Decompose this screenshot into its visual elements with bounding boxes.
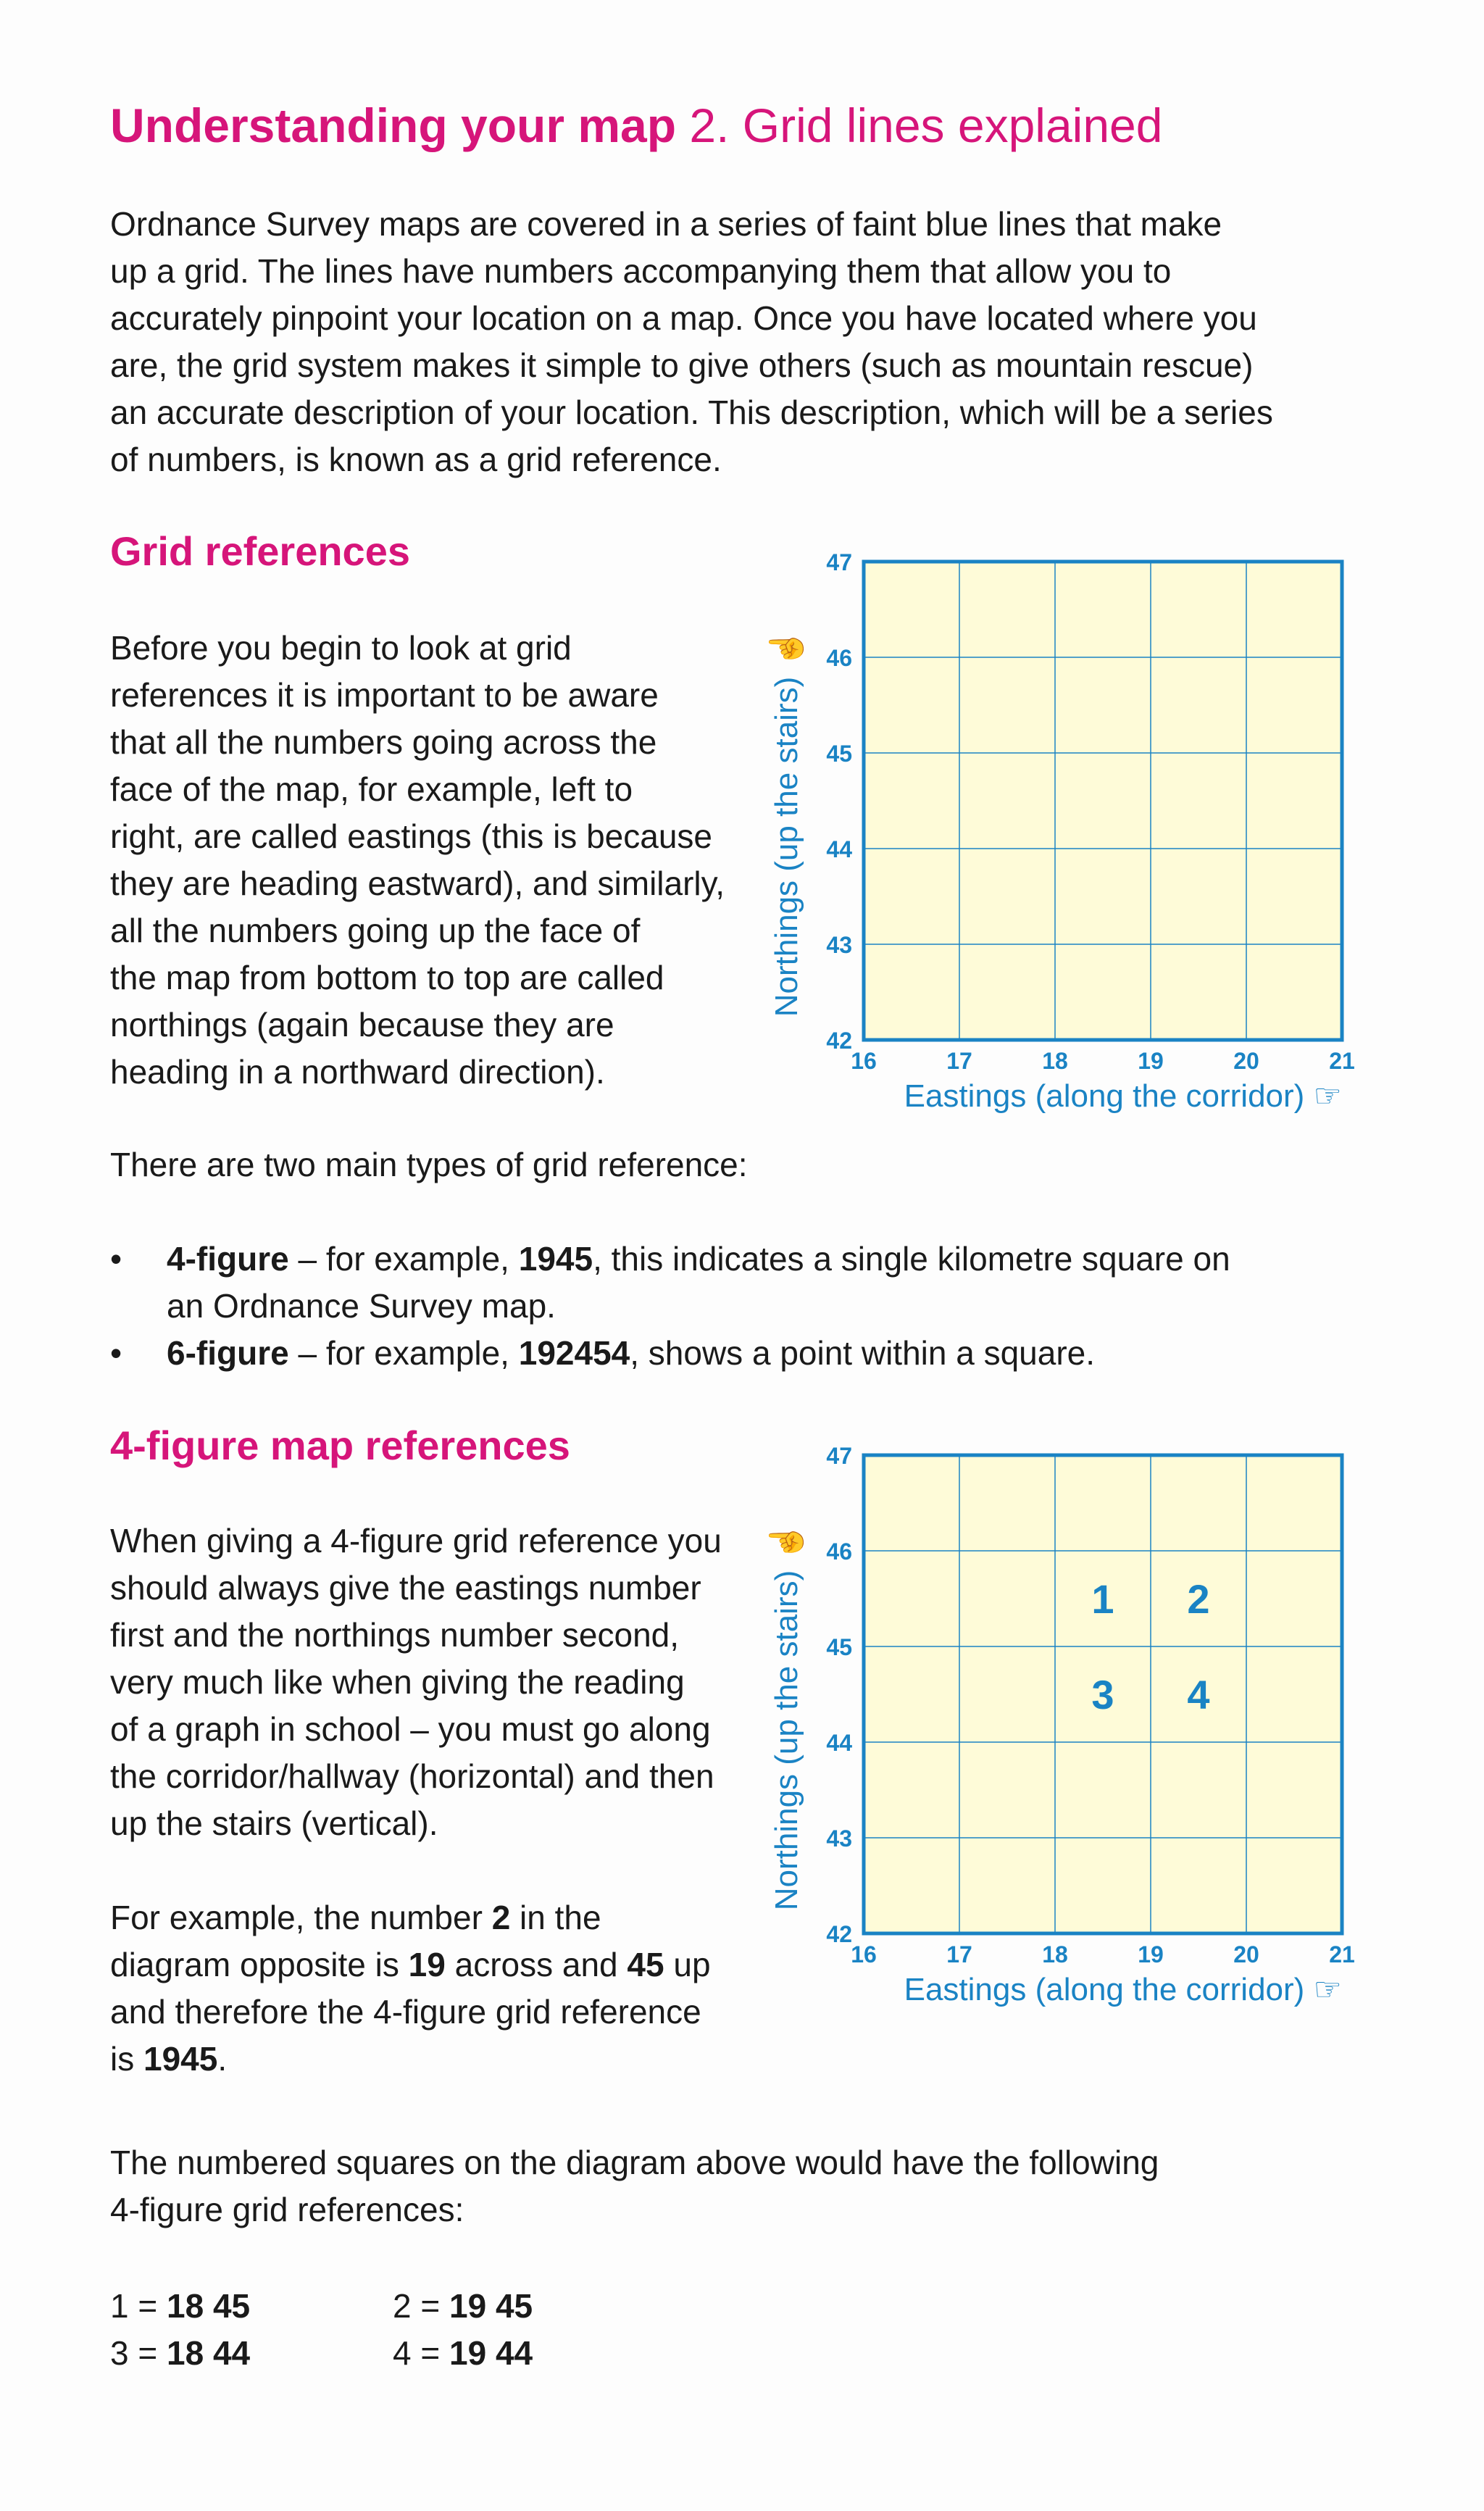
northing-tick-label: 44 xyxy=(826,836,852,862)
grid-reference-answers xyxy=(110,2283,675,2377)
northing-tick-label: 42 xyxy=(826,1028,852,1054)
example-text: For example, the number xyxy=(110,1899,492,1936)
example-line xyxy=(110,1894,711,1941)
easting-tick-label: 18 xyxy=(1042,1048,1068,1074)
easting-tick-label: 20 xyxy=(1233,1048,1259,1074)
grid-diagram-2 xyxy=(768,1433,1377,2006)
northing-tick-label: 47 xyxy=(826,549,852,575)
easting-tick-label: 21 xyxy=(1329,1941,1355,1967)
page-title-bold: Understanding your map xyxy=(110,99,677,152)
northing-tick-label: 42 xyxy=(826,1921,852,1947)
body-line: of a graph in school – you must go along xyxy=(110,1710,711,1748)
body-line: up the stairs (vertical). xyxy=(110,1804,438,1842)
intro-line: of numbers, is known as a grid reference. xyxy=(110,441,722,478)
bullet-text: – for example, xyxy=(288,1334,519,1372)
northings-axis-label: Northings (up the stairs) ☝ xyxy=(769,628,804,1017)
answer-item xyxy=(110,2283,393,2330)
grid-references-heading: Grid references xyxy=(110,528,410,574)
intro-paragraph xyxy=(110,201,1273,483)
example-number: 1945 xyxy=(143,2040,218,2078)
northing-tick-label: 46 xyxy=(826,645,852,671)
grid-types-list xyxy=(110,1236,1385,1377)
body-line: When giving a 4-figure grid reference you xyxy=(110,1522,722,1560)
example-text: across and xyxy=(445,1946,628,1983)
eastings-axis-label: Eastings (along the corridor) ☞ xyxy=(904,1078,1342,1114)
answer-item xyxy=(393,2283,675,2330)
bullet-term: 6-figure xyxy=(167,1334,289,1372)
four-figure-example xyxy=(110,1894,711,2083)
answer-label: 3 = xyxy=(110,2334,167,2372)
easting-tick-label: 19 xyxy=(1138,1048,1164,1074)
northing-tick-label: 43 xyxy=(826,932,852,958)
bullet-line xyxy=(167,1236,1385,1283)
body-line: first and the northings number second, xyxy=(110,1616,680,1654)
northing-tick-label: 47 xyxy=(826,1443,852,1469)
intro-line: Ordnance Survey maps are covered in a series of faint blue lines that make xyxy=(110,205,1222,243)
square-number-label: 1 xyxy=(1091,1576,1114,1622)
easting-tick-label: 20 xyxy=(1233,1941,1259,1967)
bullet-line-2: an Ordnance Survey map. xyxy=(167,1287,556,1325)
northing-tick-label: 46 xyxy=(826,1538,852,1565)
body-line: right, are called eastings (this is because xyxy=(110,817,712,855)
body-line: heading in a northward direction). xyxy=(110,1053,605,1091)
example-number: 45 xyxy=(627,1946,664,1983)
square-number-label: 2 xyxy=(1187,1576,1210,1622)
example-text: up xyxy=(664,1946,711,1983)
bullet-example: 192454 xyxy=(518,1334,630,1372)
answer-value: 18 44 xyxy=(167,2334,251,2372)
example-text: diagram opposite is xyxy=(110,1946,409,1983)
grid-diagram-1 xyxy=(768,540,1377,1112)
intro-line: up a grid. The lines have numbers accompanying them that allow you to xyxy=(110,252,1172,290)
answer-label: 4 = xyxy=(393,2334,450,2372)
body-line: all the numbers going up the face of xyxy=(110,912,641,949)
bullet-term: 4-figure xyxy=(167,1240,289,1278)
answers-row xyxy=(110,2330,675,2377)
example-text: is xyxy=(110,2040,143,2078)
easting-tick-label: 16 xyxy=(851,1941,877,1967)
list-item xyxy=(110,1236,1385,1330)
body-line: face of the map, for example, left to xyxy=(110,770,633,808)
answer-item xyxy=(110,2330,393,2377)
answer-value: 19 44 xyxy=(449,2334,533,2372)
grid-references-body xyxy=(110,625,725,1096)
answer-label: 2 = xyxy=(393,2287,450,2325)
intro-line: accurately pinpoint your location on a map. Once you have located where you xyxy=(110,299,1257,337)
grid-types-intro: There are two main types of grid reference: xyxy=(110,1146,748,1183)
intro-line: The numbered squares on the diagram above would have the following xyxy=(110,2144,1159,2181)
body-line: the map from bottom to top are called xyxy=(110,959,664,996)
bullet-dot: • xyxy=(110,1334,122,1372)
bullet-text: , shows a point within a square. xyxy=(630,1334,1096,1372)
northing-tick-label: 43 xyxy=(826,1825,852,1852)
intro-line: an accurate description of your location. This description, which will be a series xyxy=(110,393,1273,431)
four-figure-body xyxy=(110,1517,722,1847)
intro-line: 4-figure grid references: xyxy=(110,2191,464,2228)
easting-tick-label: 17 xyxy=(946,1941,972,1967)
easting-tick-label: 21 xyxy=(1329,1048,1355,1074)
answers-row xyxy=(110,2283,675,2330)
bullet-text: – for example, xyxy=(288,1240,519,1278)
page-title-subtitle: 2. Grid lines explained xyxy=(689,99,1163,152)
answer-label: 1 = xyxy=(110,2287,167,2325)
intro-line: are, the grid system makes it simple to give others (such as mountain rescue) xyxy=(110,346,1254,384)
answer-value: 19 45 xyxy=(449,2287,533,2325)
body-line: references it is important to be aware xyxy=(110,676,659,714)
example-line xyxy=(110,2036,711,2083)
easting-tick-label: 18 xyxy=(1042,1941,1068,1967)
answer-item xyxy=(393,2330,675,2377)
easting-tick-label: 16 xyxy=(851,1048,877,1074)
body-line: Before you begin to look at grid xyxy=(110,629,572,667)
list-item xyxy=(110,1330,1385,1377)
body-line: should always give the eastings number xyxy=(110,1569,701,1607)
example-number: 2 xyxy=(491,1899,511,1936)
square-number-label: 3 xyxy=(1091,1672,1114,1717)
northing-tick-label: 44 xyxy=(826,1730,852,1756)
grid-background xyxy=(864,562,1342,1040)
easting-tick-label: 19 xyxy=(1138,1941,1164,1967)
northing-tick-label: 45 xyxy=(826,1634,852,1660)
example-line xyxy=(110,1941,711,1989)
bullet-dot: • xyxy=(110,1240,122,1278)
northing-tick-label: 45 xyxy=(826,741,852,767)
bullet-text: , this indicates a single kilometre square on xyxy=(593,1240,1230,1278)
example-number: 19 xyxy=(408,1946,446,1983)
body-line: northings (again because they are xyxy=(110,1006,614,1044)
body-line: that all the numbers going across the xyxy=(110,723,657,761)
square-number-label: 4 xyxy=(1187,1672,1210,1717)
eastings-axis-label: Eastings (along the corridor) ☞ xyxy=(904,1972,1342,2007)
example-text: . xyxy=(217,2040,228,2078)
example-text: in the xyxy=(510,1899,601,1936)
answer-value: 18 45 xyxy=(167,2287,251,2325)
bullet-line xyxy=(167,1330,1385,1377)
body-line: they are heading eastward), and similarly, xyxy=(110,865,725,902)
example-line: and therefore the 4-figure grid reference xyxy=(110,1993,701,2031)
body-line: the corridor/hallway (horizontal) and then xyxy=(110,1757,714,1795)
body-line: very much like when giving the reading xyxy=(110,1663,685,1701)
page-title xyxy=(110,98,1162,153)
bullet-example: 1945 xyxy=(518,1240,593,1278)
northings-axis-label: Northings (up the stairs) ☝ xyxy=(769,1521,804,1911)
easting-tick-label: 17 xyxy=(946,1048,972,1074)
four-figure-heading: 4-figure map references xyxy=(110,1423,570,1468)
numbered-squares-intro xyxy=(110,2139,1159,2233)
